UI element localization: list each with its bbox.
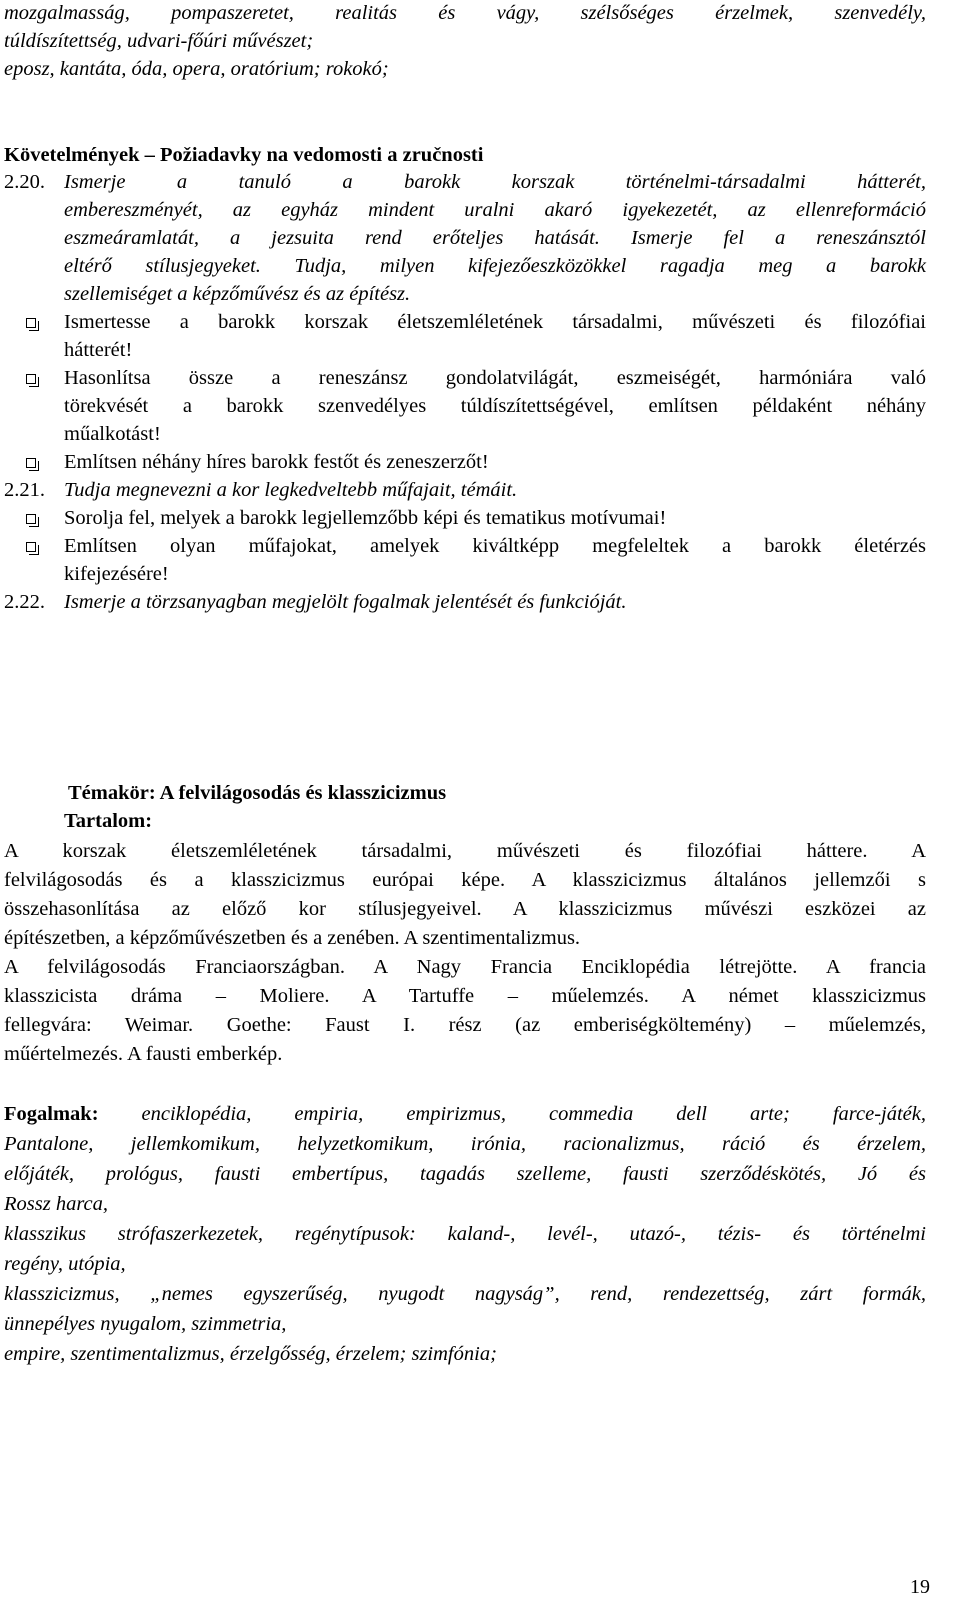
req-number-2-20: 2.20. — [4, 171, 45, 193]
req-2-22-text: Ismerje a törzsanyagban megjelölt fogalmak jelentését és funkcióját. — [64, 591, 627, 613]
concepts-label: Fogalmak: — [4, 1103, 99, 1125]
concepts-line: ünnepélyes nyugalom, szimmetria, — [4, 1313, 287, 1335]
concepts-line: Rossz harca, — [4, 1193, 109, 1215]
page-number: 19 — [910, 1576, 930, 1598]
concepts-line: empire, szentimentalizmus, érzelgősség, érzelem; szimfónia; — [4, 1343, 497, 1365]
content-line: műértelmezés. A fausti emberkép. — [4, 1043, 283, 1065]
bullet-item-line: Említsen néhány híres barokk festőt és zeneszerzőt! — [64, 451, 489, 473]
concepts-line: előjáték, prológus, fausti embertípus, tagadás szelleme, fausti szerződéskötés, Jó és — [4, 1163, 926, 1185]
intro-line: túldíszítettség, udvari-főúri művészet; — [4, 30, 314, 52]
content-line: A felvilágosodás Franciaországban. A Nagy Francia Enciklopédia létrejötte. A francia — [4, 956, 926, 978]
req-2-20-line: szellemiséget a képzőművész és az építész. — [64, 283, 411, 305]
checkbox-bullet-icon — [26, 542, 36, 552]
concepts-line: regény, utópia, — [4, 1253, 126, 1275]
intro-line: mozgalmasság, pompaszeretet, realitás és vágy, szélsőséges érzelmek, szenvedély, — [4, 2, 926, 24]
content-line: klasszicista dráma – Moliere. A Tartuffe – műelemzés. A német klasszicizmus — [4, 985, 926, 1007]
intro-line: eposz, kantáta, óda, opera, oratórium; rokokó; — [4, 58, 389, 80]
concepts-line: klasszikus strófaszerkezetek, regénytípusok: kaland-, levél-, utazó-, tézis- és történelmi — [4, 1223, 926, 1245]
content-line: felvilágosodás és a klasszicizmus európai képe. A klasszicizmus általános jellemzői s — [4, 869, 926, 891]
content-line: összehasonlítása az előző kor stílusjegyeivel. A klasszicizmus művészi eszközei az — [4, 898, 926, 920]
concepts-line: klasszicizmus, „nemes egyszerűség, nyugodt nagyság”, rend, rendezettség, zárt formák, — [4, 1283, 926, 1305]
checkbox-bullet-icon — [26, 374, 36, 384]
req-2-21-text: Tudja megnevezni a kor legkedveltebb műfajait, témáit. — [64, 479, 518, 501]
bullet-item-line: Ismertesse a barokk korszak életszemléletének társadalmi, művészeti és filozófiai — [64, 311, 926, 333]
concepts-line — [4, 1101, 926, 1128]
content-line: építészetben, a képzőművészetben és a zenében. A szentimentalizmus. — [4, 927, 581, 949]
req-2-20-line: embereszményét, az egyház mindent uralni akaró igyekezetét, az ellenreformáció — [64, 199, 926, 221]
bullet-item-line: Hasonlítsa össze a reneszánsz gondolatvilágát, eszmeiségét, harmóniára való — [64, 367, 926, 389]
bullet-item-line: hátterét! — [64, 339, 133, 361]
content-line: A korszak életszemléletének társadalmi, művészeti és filozófiai háttere. A — [4, 840, 926, 862]
bullet-item-line: törekvését a barokk szenvedélyes túldíszítettségével, említsen példaként néhány — [64, 395, 926, 417]
req-2-20-line: eszmeáramlatát, a jezsuita rend erőteljes hatását. Ismerje fel a reneszánsztól — [64, 227, 926, 249]
bullet-item-line: kifejezésére! — [64, 563, 169, 585]
topic-heading: Témakör: A felvilágosodás és klasszicizmus — [68, 782, 447, 804]
bullet-item-line: Sorolja fel, melyek a barokk legjellemzőbb képi és tematikus motívumai! — [64, 507, 667, 529]
bullet-item-line: műalkotást! — [64, 423, 161, 445]
req-2-20-line: eltérő stílusjegyeket. Tudja, milyen kifejezőeszközökkel ragadja meg a barokk — [64, 255, 926, 277]
req-number-2-22: 2.22. — [4, 591, 45, 613]
requirements-heading: Követelmények – Požiadavky na vedomosti a zručnosti — [4, 144, 484, 166]
concepts-line: Pantalone, jellemkomikum, helyzetkomikum, irónia, racionalizmus, ráció és érzelem, — [4, 1133, 926, 1155]
checkbox-bullet-icon — [26, 458, 36, 468]
checkbox-bullet-icon — [26, 318, 36, 328]
concepts-text: enciklopédia, empiria, empirizmus, commedia dell arte; farce-játék, — [141, 1103, 927, 1125]
content-heading: Tartalom: — [64, 810, 153, 832]
content-line: fellegvára: Weimar. Goethe: Faust I. rész (az emberiségköltemény) – műelemzés, — [4, 1014, 926, 1036]
req-2-20-line: Ismerje a tanuló a barokk korszak történelmi-társadalmi hátterét, — [64, 171, 926, 193]
req-number-2-21: 2.21. — [4, 479, 45, 501]
checkbox-bullet-icon — [26, 514, 36, 524]
bullet-item-line: Említsen olyan műfajokat, amelyek kiváltképp megfeleltek a barokk életérzés — [64, 535, 926, 557]
